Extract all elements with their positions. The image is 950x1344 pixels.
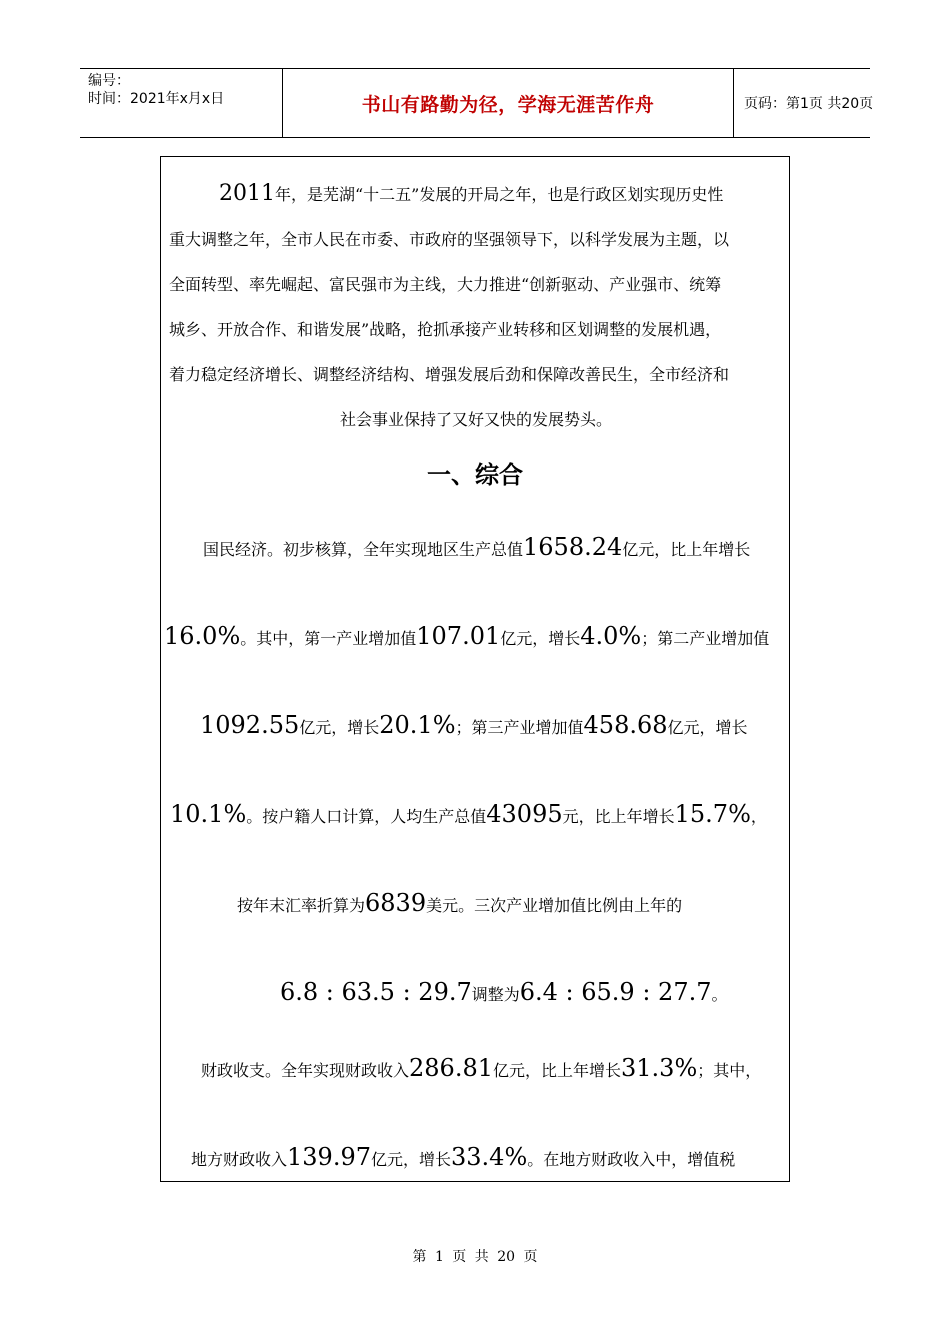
economy-text: 美元。三次产业增加值比例由上年的 [426, 896, 683, 915]
economy-text: 亿元，增长 [299, 718, 380, 737]
finance-line-1 [201, 1054, 761, 1082]
economy-text: 。按户籍人口计算，人均生产总值 [246, 807, 487, 826]
local-growth-value: 33.4% [451, 1143, 528, 1171]
economy-line-4 [170, 800, 767, 828]
primary-growth-value: 4.0% [580, 622, 642, 650]
economy-text: 。其中，第一产业增加值 [240, 629, 417, 648]
gdp-growth-value: 16.0% [164, 622, 241, 650]
intro-paragraph [169, 171, 783, 442]
page-code: 页码：第1页 共20页 [744, 96, 874, 112]
time-label: 时间：2021年x月x日 [88, 91, 225, 107]
intro-line-4: 城乡、开放合作、和谐发展”战略，抢抓承接产业转移和区划调整的发展机遇， [169, 320, 722, 339]
economy-line-3 [200, 711, 748, 739]
finance-text: 。在地方财政收入中，增值税 [527, 1150, 736, 1169]
economy-text: 。 [711, 985, 728, 1004]
secondary-growth-value: 20.1% [379, 711, 456, 739]
primary-value: 107.01 [416, 622, 501, 650]
economy-text: 亿元，增长 [500, 629, 581, 648]
economy-line-5 [237, 889, 682, 917]
per-capita-value: 43095 [486, 800, 563, 828]
header-page-cell [734, 69, 874, 137]
page-header [80, 68, 874, 138]
economy-text: 按年末汇率折算为 [237, 896, 366, 915]
economy-line-6 [280, 978, 728, 1006]
finance-text: 亿元，比上年增长 [493, 1061, 622, 1080]
revenue-growth-value: 31.3% [621, 1054, 698, 1082]
economy-text: ；第二产业增加值 [641, 629, 770, 648]
content-box [160, 156, 790, 1182]
economy-line-1 [203, 533, 750, 561]
revenue-value: 286.81 [409, 1054, 493, 1082]
economy-text: 元，比上年增长 [562, 807, 675, 826]
economy-line-2 [164, 622, 769, 650]
intro-line-5: 着力稳定经济增长、调整经济结构、增强发展后劲和保障改善民生，全市经济和 [169, 365, 730, 384]
economy-text: 亿元，增长 [667, 718, 748, 737]
intro-line-2: 重大调整之年，全市人民在市委、市政府的坚强领导下，以科学发展为主题，以 [169, 230, 730, 249]
intro-line-1-text: 年，是芜湖“十二五”发展的开局之年，也是行政区划实现历史性 [275, 185, 724, 204]
number-label: 编号： [88, 73, 130, 89]
header-meta [80, 69, 282, 137]
intro-line-3: 全面转型、率先崛起、富民强市为主线，大力推进“创新驱动、产业强市、统筹 [169, 275, 722, 294]
tertiary-growth-value: 10.1% [170, 800, 247, 828]
secondary-value: 1092.55 [200, 711, 300, 739]
section-title: 一、综合 [427, 461, 523, 489]
economy-text: 调整为 [471, 985, 520, 1004]
economy-text: ；第三产业增加值 [455, 718, 584, 737]
ratio-previous: 6.8 : 63.5 : 29.7 [280, 978, 472, 1006]
page-footer: 第 1 页 共 20 页 [412, 1249, 538, 1265]
finance-line-2 [191, 1143, 735, 1171]
local-revenue-value: 139.97 [287, 1143, 371, 1171]
economy-text: 国民经济。初步核算，全年实现地区生产总值 [203, 540, 524, 559]
economy-text: 亿元，比上年增长 [622, 540, 751, 559]
intro-line-1 [169, 171, 783, 217]
intro-year: 2011 [219, 181, 275, 206]
motto: 书山有路勤为径，学海无涯苦作舟 [361, 93, 655, 116]
economy-text: ， [750, 807, 767, 826]
tertiary-value: 458.68 [583, 711, 668, 739]
intro-line-6: 社会事业保持了又好又快的发展势头。 [339, 410, 612, 429]
per-capita-growth-value: 15.7% [674, 800, 751, 828]
ratio-current: 6.4 : 65.9 : 27.7 [519, 978, 712, 1006]
gdp-value: 1658.24 [523, 533, 623, 561]
finance-text: 财政收支。全年实现财政收入 [201, 1061, 410, 1080]
finance-text: 亿元，增长 [371, 1150, 452, 1169]
per-capita-usd-value: 6839 [365, 889, 427, 917]
finance-text: 地方财政收入 [191, 1150, 288, 1169]
finance-text: ；其中， [697, 1061, 762, 1080]
header-motto-cell [282, 69, 734, 137]
